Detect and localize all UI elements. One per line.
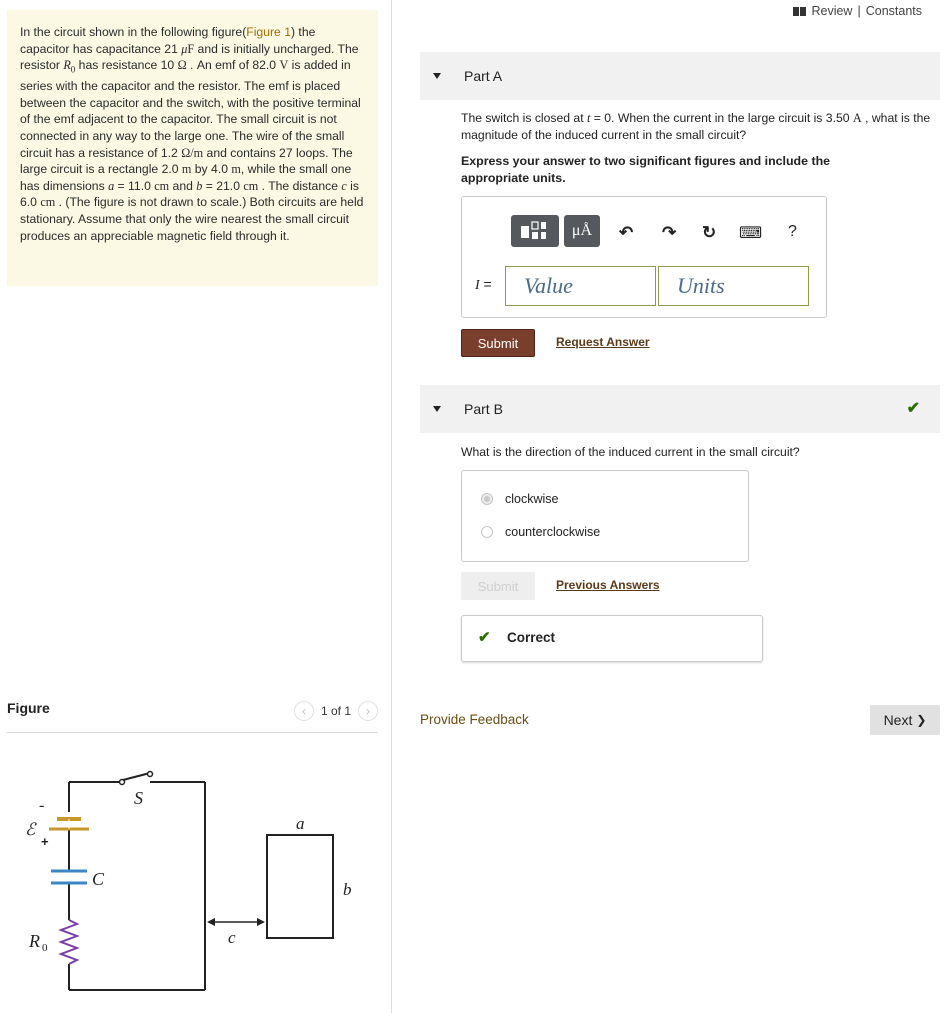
part-a-instruction: Express your answer to two significant figures and include the appropriate units. <box>461 154 831 185</box>
part-a-header[interactable] <box>420 52 940 100</box>
book-icon <box>793 7 806 16</box>
provide-feedback-link[interactable]: Provide Feedback <box>420 712 529 727</box>
dimension-b-label: b <box>343 880 352 899</box>
figure-pager <box>294 700 378 722</box>
dimension-a-label: a <box>296 814 305 833</box>
completed-check-icon: ✔ <box>906 400 920 417</box>
next-button[interactable] <box>870 705 940 735</box>
radio-clockwise[interactable] <box>481 493 493 505</box>
next-label: Next <box>883 712 913 728</box>
redo-icon[interactable]: ↷ <box>662 223 677 242</box>
problem-statement <box>7 10 378 286</box>
part-a-question: The switch is closed at t = 0. When the current in the large circuit is 3.50 A , what is the magnitude of the induced current in the small circuit? <box>461 111 931 142</box>
correct-label: Correct <box>507 630 556 645</box>
figure-prev-button[interactable] <box>294 701 314 721</box>
request-answer-link[interactable]: Request Answer <box>556 335 650 349</box>
units-button[interactable]: μÅ <box>564 215 600 247</box>
answer-choices <box>461 470 749 562</box>
value-input[interactable]: Value <box>505 266 656 306</box>
circuit-figure <box>7 740 378 1000</box>
header-links <box>793 4 922 18</box>
correct-feedback <box>461 615 763 662</box>
check-icon: ✔ <box>478 629 491 646</box>
chevron-left-icon: ‹ <box>301 704 306 718</box>
reset-icon[interactable]: ↻ <box>702 223 717 242</box>
part-b-header[interactable] <box>420 385 940 433</box>
header-separator: | <box>857 4 861 18</box>
part-a-label: Part A <box>464 68 503 84</box>
radio-counterclockwise[interactable] <box>481 526 493 538</box>
switch <box>120 772 153 809</box>
figure-page-count: 1 of 1 <box>320 704 351 718</box>
emf-battery <box>25 797 89 849</box>
units-input[interactable]: Units <box>658 266 809 306</box>
resistor <box>28 920 77 964</box>
figure-header <box>7 694 378 733</box>
problem-text: In the circuit shown in the following figure(Figure 1) the capacitor has capacitance 21 μF and is initially uncharged. The resistor $R_0$ has resistance 10 Ω . An emf of 82.0 V is added in series with the capacitor and the resistor. The emf is placed between the capacitor and the switch, with the positive terminal of the emf adjacent to the capacitor. The small circuit is not connected in any way to the large one. The wire of the small circuit has a resistance of 1.2 Ω/m and contains 27 loops. The large circuit is a rectangle 2.0 m by 4.0 m, while the small one has dimensions a = 11.0 cm and b = 21.0 cm . The distance c is 6.0 cm . (The figure is not drawn to scale.) Both circuits are held stationary. Assume that only the wire nearest the small circuit produces an appreciable magnetic field through it. <box>20 25 364 243</box>
keyboard-icon[interactable]: ⌨ <box>739 225 763 242</box>
capacitor-label: C <box>92 869 105 889</box>
figure-next-button[interactable] <box>358 701 378 721</box>
collapse-arrow-icon <box>433 406 441 412</box>
choice-label: clockwise <box>505 492 559 506</box>
constants-link[interactable]: Constants <box>865 4 922 18</box>
chevron-right-icon: › <box>366 704 370 718</box>
part-b-label: Part B <box>464 401 503 417</box>
figure-link[interactable]: Figure 1 <box>246 25 291 39</box>
part-a-submit-button[interactable]: Submit <box>461 329 535 357</box>
figure-title: Figure <box>7 700 50 716</box>
undo-icon[interactable]: ↶ <box>619 223 634 242</box>
emf-plus: + <box>41 834 49 849</box>
collapse-arrow-icon <box>433 73 441 79</box>
help-icon[interactable]: ? <box>788 223 797 240</box>
distance-c-arrow <box>207 918 265 947</box>
part-b-question: What is the direction of the induced current in the small circuit? <box>461 445 800 459</box>
capacitor <box>51 869 105 889</box>
switch-label: S <box>134 788 143 808</box>
column-divider <box>391 0 392 1013</box>
emf-label: ℰ <box>25 820 36 839</box>
equation-label: I = <box>475 276 492 293</box>
part-b-submit-button[interactable]: Submit <box>461 572 535 600</box>
answer-input-panel <box>461 196 827 318</box>
choice-label: counterclockwise <box>505 525 601 539</box>
previous-answers-link[interactable]: Previous Answers <box>556 578 660 592</box>
templates-button[interactable] <box>511 215 559 247</box>
resistor-label: R <box>29 931 40 951</box>
distance-c-label: c <box>228 928 236 947</box>
small-circuit <box>267 814 352 938</box>
chevron-right-icon: ❯ <box>916 713 927 727</box>
large-circuit <box>69 782 205 990</box>
review-link[interactable]: Review <box>811 4 853 18</box>
templates-icon <box>518 220 552 242</box>
emf-minus: - <box>39 797 45 814</box>
resistor-label-sub: 0 <box>42 942 48 954</box>
